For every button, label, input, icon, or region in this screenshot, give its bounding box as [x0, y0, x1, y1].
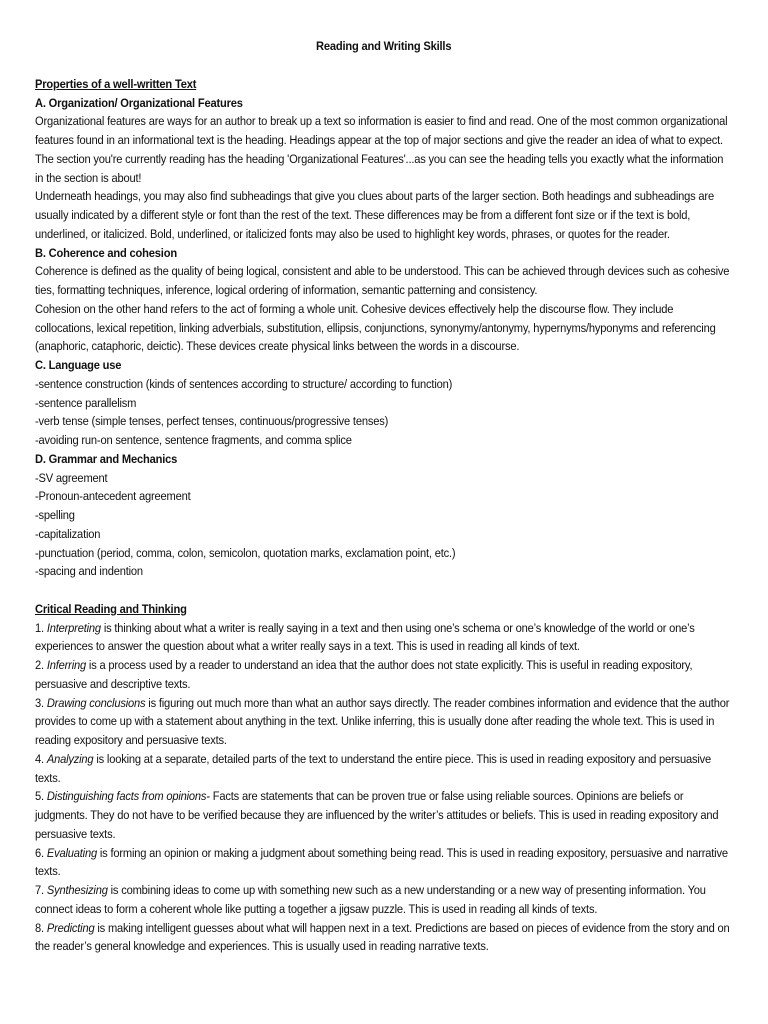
list-item: -sentence construction (kinds of sentences according to structure/ according to function)	[35, 376, 453, 391]
list-item: -SV agreement	[35, 470, 108, 485]
document-title: Reading and Writing Skills	[316, 39, 452, 53]
critical-item: 7. Synthesizing is combining ideas to come up with something new such as a new understanding or a new way of presenting information. You connect ideas to form a coherent whole like putting a together a jigsaw puzzle. This is used in reading all kinds of texts.	[35, 883, 706, 916]
critical-item: 5. Distinguishing facts from opinions- Facts are statements that can be proven true or false using reliable sources. Opinions are beliefs or judgments. They do not have to be verified because they are influenced by the writer’s attitudes or beliefs. This is used in reading expository and persuasive texts.	[35, 789, 719, 841]
critical-item: 3. Drawing conclusions is figuring out much more than what an author says directly. The reader combines information and evidence that the author provides to come up with a statement about anything in the text. Unlike inferring, this is usually done after reading the whole text. This is used in reading expository and persuasive texts.	[35, 695, 730, 747]
subheading-grammar: D. Grammar and Mechanics	[35, 451, 178, 466]
subheading-language-use: C. Language use	[35, 358, 122, 372]
paragraph-cohesion: Cohesion on the other hand refers to the act of forming a whole unit. Cohesive devices effectively help the discourse flow. They include collocations, lexical repetition, linking adverbials, substitution, ellipsis, conjunctions, synonymy/antonymy, hypernyms/hyponyms and referencing (anaphoric, cataphoric, deictic). These devices create physical links between the words in a discourse.	[35, 301, 716, 354]
list-item: -sentence parallelism	[35, 395, 137, 410]
list-item: -Pronoun-antecedent agreement	[35, 489, 191, 504]
critical-term: Evaluating	[46, 845, 97, 860]
list-item: -capitalization	[35, 526, 101, 541]
list-item: -verb tense (simple tenses, perfect tenses, continuous/progressive tenses)	[35, 414, 389, 429]
critical-term: Distinguishing facts from opinions-	[46, 789, 210, 804]
subheading-coherence: B. Coherence and cohesion	[35, 245, 177, 260]
critical-term: Analyzing	[46, 751, 94, 766]
document-page	[35, 37, 732, 956]
spacer	[35, 581, 732, 600]
critical-item: 4. Analyzing is looking at a separate, detailed parts of the text to understand the entire piece. This is used in reading expository and persuasive texts.	[35, 751, 711, 785]
critical-term: Interpreting	[46, 620, 101, 635]
critical-term: Synthesizing	[46, 883, 108, 897]
section-heading-critical-reading: Critical Reading and Thinking	[35, 601, 187, 616]
paragraph-coherence: Coherence is defined as the quality of being logical, consistent and able to be understood. This can be achieved through devices such as cohesive ties, formatting techniques, inference, logical ordering of information, semantic patterning and consistency.	[35, 264, 730, 297]
critical-term: Drawing conclusions	[46, 695, 146, 710]
critical-item: 2. Inferring is a process used by a reader to understand an idea that the author does not state explicitly. This is useful in reading expository, persuasive and descriptive texts.	[35, 658, 693, 691]
list-item: -spelling	[35, 508, 75, 522]
paragraph-organization-2: Underneath headings, you may also find subheadings that give you clues about parts of the larger section. Both headings and subheadings are usually indicated by a different style or font than the rest of the text. These differences may be from a different font size or if the text is bold, underlined, or italicized. Bold, underlined, or italicized fonts may also be used to highlight key words, phrases, or quotes for the reader.	[35, 189, 714, 241]
critical-item: 1. Interpreting is thinking about what a writer is really saying in a text and then using one’s schema or one’s knowledge of the world or one’s experiences to answer the question about what a writer really says in a text. This is used in reading all kinds of text.	[35, 620, 695, 654]
critical-term: Inferring	[46, 658, 87, 672]
list-item: -avoiding run-on sentence, sentence fragments, and comma splice	[35, 433, 352, 447]
list-item: -punctuation (period, comma, colon, semicolon, quotation marks, exclamation point, etc.)	[35, 545, 456, 560]
paragraph-organization-1: Organizational features are ways for an author to break up a text so information is easier to find and read. One of the most common organizational features found in an informational text is the heading. Headings appear at the top of major sections and give the reader an idea of what to expect. The section you're currently reading has the heading 'Organizational Features'...as you can see the heading tells you exactly what the information in the section is about!	[35, 114, 728, 185]
subheading-organization: A. Organization/ Organizational Features	[35, 95, 243, 110]
critical-item: 6. Evaluating is forming an opinion or making a judgment about something being read. This is used in reading expository, persuasive and narrative texts.	[35, 845, 728, 879]
section-heading-properties: Properties of a well-written Text	[35, 76, 197, 91]
list-item: -spacing and indention	[35, 564, 143, 579]
critical-term: Predicting	[46, 920, 95, 935]
critical-item: 8. Predicting is making intelligent guesses about what will happen next in a text. Predictions are based on pieces of evidence from the story and on the reader’s general knowledge and experiences. This is usually used in reading narrative texts.	[35, 920, 730, 954]
